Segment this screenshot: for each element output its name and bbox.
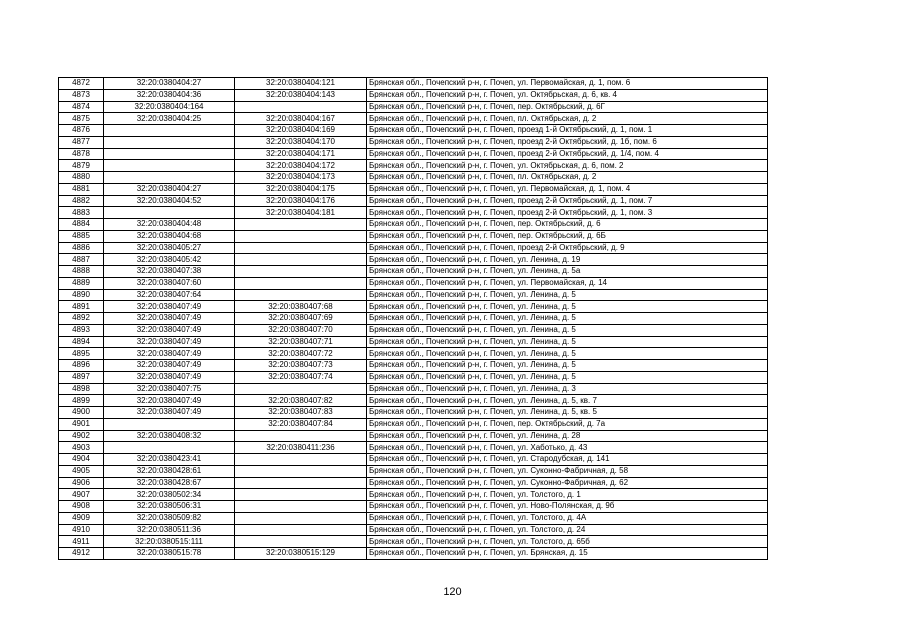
row-number-cell: 4899 <box>59 395 104 407</box>
table-row <box>59 512 768 524</box>
cadastral-number-cell: 32:20:0380405:42 <box>104 254 235 266</box>
object-cadastral-number-cell <box>235 430 367 442</box>
address-cell: Брянская обл., Почепский р-н, г. Почеп, ул. Суконно-Фабричная, д. 62 <box>367 477 768 489</box>
address-cell: Брянская обл., Почепский р-н, г. Почеп, ул. Ленина, д. 5, кв. 7 <box>367 395 768 407</box>
cadastral-number-cell: 32:20:0380428:61 <box>104 465 235 477</box>
object-cadastral-number-cell: 32:20:0380404:181 <box>235 207 367 219</box>
table-row <box>59 136 768 148</box>
row-number-cell: 4901 <box>59 418 104 430</box>
address-cell: Брянская обл., Почепский р-н, г. Почеп, проезд 2-й Октябрьский, д. 9 <box>367 242 768 254</box>
object-cadastral-number-cell <box>235 242 367 254</box>
row-number-cell: 4889 <box>59 277 104 289</box>
address-cell: Брянская обл., Почепский р-н, г. Почеп, ул. Ленина, д. 28 <box>367 430 768 442</box>
row-number-cell: 4885 <box>59 230 104 242</box>
cadastral-number-cell: 32:20:0380423:41 <box>104 454 235 466</box>
cadastral-number-cell: 32:20:0380407:75 <box>104 383 235 395</box>
object-cadastral-number-cell: 32:20:0380407:72 <box>235 348 367 360</box>
row-number-cell: 4906 <box>59 477 104 489</box>
object-cadastral-number-cell: 32:20:0380404:170 <box>235 136 367 148</box>
table-row <box>59 289 768 301</box>
cadastral-number-cell: 32:20:0380404:52 <box>104 195 235 207</box>
object-cadastral-number-cell <box>235 512 367 524</box>
object-cadastral-number-cell <box>235 383 367 395</box>
object-cadastral-number-cell: 32:20:0380515:129 <box>235 548 367 560</box>
address-cell: Брянская обл., Почепский р-н, г. Почеп, пл. Октябрьская, д. 2 <box>367 113 768 125</box>
object-cadastral-number-cell: 32:20:0380407:74 <box>235 371 367 383</box>
table-row <box>59 277 768 289</box>
cadastral-number-cell: 32:20:0380515:78 <box>104 548 235 560</box>
address-cell: Брянская обл., Почепский р-н, г. Почеп, пер. Октябрьский, д. 6 <box>367 219 768 231</box>
cadastral-number-cell: 32:20:0380511:36 <box>104 524 235 536</box>
table-row <box>59 195 768 207</box>
table-row <box>59 230 768 242</box>
row-number-cell: 4872 <box>59 78 104 90</box>
table-row <box>59 324 768 336</box>
cadastral-number-cell: 32:20:0380407:49 <box>104 348 235 360</box>
cadastral-number-cell: 32:20:0380502:34 <box>104 489 235 501</box>
table-row <box>59 172 768 184</box>
table-row <box>59 442 768 454</box>
address-cell: Брянская обл., Почепский р-н, г. Почеп, ул. Ленина, д. 5 <box>367 371 768 383</box>
object-cadastral-number-cell: 32:20:0380404:176 <box>235 195 367 207</box>
object-cadastral-number-cell: 32:20:0380404:172 <box>235 160 367 172</box>
address-cell: Брянская обл., Почепский р-н, г. Почеп, проезд 2-й Октябрьский, д. 1, пом. 3 <box>367 207 768 219</box>
object-cadastral-number-cell: 32:20:0380407:83 <box>235 407 367 419</box>
cadastral-number-cell: 32:20:0380509:82 <box>104 512 235 524</box>
address-cell: Брянская обл., Почепский р-н, г. Почеп, проезд 2-й Октябрьский, д. 1, пом. 7 <box>367 195 768 207</box>
table-row <box>59 477 768 489</box>
object-cadastral-number-cell <box>235 230 367 242</box>
table-row <box>59 113 768 125</box>
object-cadastral-number-cell: 32:20:0380404:143 <box>235 89 367 101</box>
row-number-cell: 4882 <box>59 195 104 207</box>
row-number-cell: 4886 <box>59 242 104 254</box>
row-number-cell: 4880 <box>59 172 104 184</box>
row-number-cell: 4895 <box>59 348 104 360</box>
row-number-cell: 4908 <box>59 501 104 513</box>
cadastral-number-cell: 32:20:0380404:164 <box>104 101 235 113</box>
object-cadastral-number-cell: 32:20:0380407:68 <box>235 301 367 313</box>
property-register-table <box>58 77 768 560</box>
cadastral-number-cell: 32:20:0380428:67 <box>104 477 235 489</box>
address-cell: Брянская обл., Почепский р-н, г. Почеп, ул. Октябрьская, д. 6, пом. 2 <box>367 160 768 172</box>
table-row <box>59 219 768 231</box>
cadastral-number-cell <box>104 207 235 219</box>
row-number-cell: 4903 <box>59 442 104 454</box>
row-number-cell: 4873 <box>59 89 104 101</box>
row-number-cell: 4878 <box>59 148 104 160</box>
object-cadastral-number-cell: 32:20:0380407:73 <box>235 360 367 372</box>
table-row <box>59 207 768 219</box>
row-number-cell: 4884 <box>59 219 104 231</box>
address-cell: Брянская обл., Почепский р-н, г. Почеп, ул. Брянская, д. 15 <box>367 548 768 560</box>
cadastral-number-cell: 32:20:0380404:27 <box>104 78 235 90</box>
address-cell: Брянская обл., Почепский р-н, г. Почеп, ул. Ленина, д. 5 <box>367 360 768 372</box>
address-cell: Брянская обл., Почепский р-н, г. Почеп, пер. Октябрьский, д. 6Г <box>367 101 768 113</box>
row-number-cell: 4892 <box>59 313 104 325</box>
object-cadastral-number-cell: 32:20:0380407:84 <box>235 418 367 430</box>
cadastral-number-cell: 32:20:0380506:31 <box>104 501 235 513</box>
cadastral-number-cell: 32:20:0380407:49 <box>104 395 235 407</box>
row-number-cell: 4900 <box>59 407 104 419</box>
row-number-cell: 4877 <box>59 136 104 148</box>
address-cell: Брянская обл., Почепский р-н, г. Почеп, ул. Стародубская, д. 141 <box>367 454 768 466</box>
object-cadastral-number-cell <box>235 489 367 501</box>
table-row <box>59 407 768 419</box>
row-number-cell: 4905 <box>59 465 104 477</box>
address-cell: Брянская обл., Почепский р-н, г. Почеп, ул. Первомайская, д. 1, пом. 6 <box>367 78 768 90</box>
row-number-cell: 4909 <box>59 512 104 524</box>
cadastral-number-cell <box>104 418 235 430</box>
object-cadastral-number-cell: 32:20:0380407:69 <box>235 313 367 325</box>
cadastral-number-cell: 32:20:0380407:49 <box>104 313 235 325</box>
row-number-cell: 4874 <box>59 101 104 113</box>
table-row <box>59 430 768 442</box>
row-number-cell: 4910 <box>59 524 104 536</box>
cadastral-number-cell: 32:20:0380407:49 <box>104 407 235 419</box>
table-row <box>59 160 768 172</box>
address-cell: Брянская обл., Почепский р-н, г. Почеп, ул. Первомайская, д. 1, пом. 4 <box>367 183 768 195</box>
object-cadastral-number-cell: 32:20:0380411:236 <box>235 442 367 454</box>
table-row <box>59 125 768 137</box>
object-cadastral-number-cell <box>235 289 367 301</box>
address-cell: Брянская обл., Почепский р-н, г. Почеп, ул. Первомайская, д. 14 <box>367 277 768 289</box>
address-cell: Брянская обл., Почепский р-н, г. Почеп, проезд 2-й Октябрьский, д. 1б, пом. 6 <box>367 136 768 148</box>
cadastral-number-cell: 32:20:0380404:27 <box>104 183 235 195</box>
address-cell: Брянская обл., Почепский р-н, г. Почеп, ул. Ленина, д. 19 <box>367 254 768 266</box>
table-row <box>59 548 768 560</box>
table-row <box>59 524 768 536</box>
cadastral-number-cell: 32:20:0380407:64 <box>104 289 235 301</box>
address-cell: Брянская обл., Почепский р-н, г. Почеп, ул. Ленина, д. 3 <box>367 383 768 395</box>
address-cell: Брянская обл., Почепский р-н, г. Почеп, ул. Ленина, д. 5 <box>367 313 768 325</box>
object-cadastral-number-cell <box>235 501 367 513</box>
table-row <box>59 313 768 325</box>
cadastral-number-cell <box>104 136 235 148</box>
address-cell: Брянская обл., Почепский р-н, г. Почеп, проезд 1-й Октябрьский, д. 1, пом. 1 <box>367 125 768 137</box>
address-cell: Брянская обл., Почепский р-н, г. Почеп, ул. Ленина, д. 5 <box>367 324 768 336</box>
object-cadastral-number-cell: 32:20:0380407:71 <box>235 336 367 348</box>
cadastral-number-cell: 32:20:0380407:49 <box>104 336 235 348</box>
object-cadastral-number-cell <box>235 536 367 548</box>
cadastral-number-cell <box>104 125 235 137</box>
table-row <box>59 348 768 360</box>
table-row <box>59 89 768 101</box>
table-row <box>59 454 768 466</box>
row-number-cell: 4891 <box>59 301 104 313</box>
cadastral-number-cell: 32:20:0380404:68 <box>104 230 235 242</box>
row-number-cell: 4907 <box>59 489 104 501</box>
table-row <box>59 383 768 395</box>
address-cell: Брянская обл., Почепский р-н, г. Почеп, пер. Октябрьский, д. 6Б <box>367 230 768 242</box>
object-cadastral-number-cell: 32:20:0380404:167 <box>235 113 367 125</box>
row-number-cell: 4897 <box>59 371 104 383</box>
row-number-cell: 4896 <box>59 360 104 372</box>
row-number-cell: 4904 <box>59 454 104 466</box>
address-cell: Брянская обл., Почепский р-н, г. Почеп, ул. Ленина, д. 5 <box>367 301 768 313</box>
table-row <box>59 242 768 254</box>
row-number-cell: 4876 <box>59 125 104 137</box>
row-number-cell: 4894 <box>59 336 104 348</box>
cadastral-number-cell: 32:20:0380405:27 <box>104 242 235 254</box>
row-number-cell: 4912 <box>59 548 104 560</box>
cadastral-number-cell <box>104 172 235 184</box>
address-cell: Брянская обл., Почепский р-н, г. Почеп, ул. Ленина, д. 5 <box>367 348 768 360</box>
table-row <box>59 465 768 477</box>
table-row <box>59 395 768 407</box>
object-cadastral-number-cell <box>235 266 367 278</box>
cadastral-number-cell: 32:20:0380404:48 <box>104 219 235 231</box>
table-row <box>59 360 768 372</box>
address-cell: Брянская обл., Почепский р-н, г. Почеп, ул. Ново-Полянская, д. 9б <box>367 501 768 513</box>
table-row <box>59 101 768 113</box>
row-number-cell: 4902 <box>59 430 104 442</box>
cadastral-number-cell: 32:20:0380407:49 <box>104 360 235 372</box>
object-cadastral-number-cell: 32:20:0380404:169 <box>235 125 367 137</box>
object-cadastral-number-cell <box>235 524 367 536</box>
row-number-cell: 4888 <box>59 266 104 278</box>
address-cell: Брянская обл., Почепский р-н, г. Почеп, ул. Ленина, д. 5 <box>367 336 768 348</box>
cadastral-number-cell: 32:20:0380407:38 <box>104 266 235 278</box>
object-cadastral-number-cell: 32:20:0380407:82 <box>235 395 367 407</box>
row-number-cell: 4898 <box>59 383 104 395</box>
address-cell: Брянская обл., Почепский р-н, г. Почеп, ул. Толстого, д. 65б <box>367 536 768 548</box>
object-cadastral-number-cell <box>235 477 367 489</box>
cadastral-number-cell: 32:20:0380407:49 <box>104 324 235 336</box>
address-cell: Брянская обл., Почепский р-н, г. Почеп, пл. Октябрьская, д. 2 <box>367 172 768 184</box>
table-row <box>59 78 768 90</box>
address-cell: Брянская обл., Почепский р-н, г. Почеп, ул. Октябрьская, д. 6, кв. 4 <box>367 89 768 101</box>
cadastral-number-cell: 32:20:0380408:32 <box>104 430 235 442</box>
cadastral-number-cell: 32:20:0380404:36 <box>104 89 235 101</box>
object-cadastral-number-cell <box>235 465 367 477</box>
row-number-cell: 4890 <box>59 289 104 301</box>
address-cell: Брянская обл., Почепский р-н, г. Почеп, ул. Толстого, д. 4А <box>367 512 768 524</box>
address-cell: Брянская обл., Почепский р-н, г. Почеп, ул. Хаботько, д. 43 <box>367 442 768 454</box>
row-number-cell: 4875 <box>59 113 104 125</box>
table-row <box>59 254 768 266</box>
object-cadastral-number-cell <box>235 277 367 289</box>
cadastral-number-cell: 32:20:0380407:60 <box>104 277 235 289</box>
table-row <box>59 301 768 313</box>
address-cell: Брянская обл., Почепский р-н, г. Почеп, пер. Октябрьский, д. 7а <box>367 418 768 430</box>
table-row <box>59 266 768 278</box>
object-cadastral-number-cell <box>235 101 367 113</box>
row-number-cell: 4881 <box>59 183 104 195</box>
address-cell: Брянская обл., Почепский р-н, г. Почеп, проезд 2-й Октябрьский, д. 1/4, пом. 4 <box>367 148 768 160</box>
table-row <box>59 336 768 348</box>
address-cell: Брянская обл., Почепский р-н, г. Почеп, ул. Ленина, д. 5а <box>367 266 768 278</box>
address-cell: Брянская обл., Почепский р-н, г. Почеп, ул. Толстого, д. 24 <box>367 524 768 536</box>
table-row <box>59 371 768 383</box>
cadastral-number-cell: 32:20:0380407:49 <box>104 301 235 313</box>
row-number-cell: 4879 <box>59 160 104 172</box>
object-cadastral-number-cell: 32:20:0380404:171 <box>235 148 367 160</box>
row-number-cell: 4883 <box>59 207 104 219</box>
table-row <box>59 536 768 548</box>
object-cadastral-number-cell <box>235 454 367 466</box>
object-cadastral-number-cell: 32:20:0380404:175 <box>235 183 367 195</box>
page-number: 120 <box>443 586 462 598</box>
table-row <box>59 183 768 195</box>
object-cadastral-number-cell <box>235 219 367 231</box>
cadastral-number-cell <box>104 160 235 172</box>
address-cell: Брянская обл., Почепский р-н, г. Почеп, ул. Ленина, д. 5, кв. 5 <box>367 407 768 419</box>
table-row <box>59 489 768 501</box>
cadastral-number-cell <box>104 148 235 160</box>
row-number-cell: 4911 <box>59 536 104 548</box>
table-row <box>59 148 768 160</box>
object-cadastral-number-cell: 32:20:0380404:173 <box>235 172 367 184</box>
address-cell: Брянская обл., Почепский р-н, г. Почеп, ул. Толстого, д. 1 <box>367 489 768 501</box>
address-cell: Брянская обл., Почепский р-н, г. Почеп, ул. Суконно-Фабричная, д. 58 <box>367 465 768 477</box>
table-row <box>59 418 768 430</box>
cadastral-number-cell: 32:20:0380407:49 <box>104 371 235 383</box>
object-cadastral-number-cell: 32:20:0380407:70 <box>235 324 367 336</box>
address-cell: Брянская обл., Почепский р-н, г. Почеп, ул. Ленина, д. 5 <box>367 289 768 301</box>
row-number-cell: 4887 <box>59 254 104 266</box>
object-cadastral-number-cell: 32:20:0380404:121 <box>235 78 367 90</box>
table-row <box>59 501 768 513</box>
register-table-body <box>59 78 768 560</box>
row-number-cell: 4893 <box>59 324 104 336</box>
cadastral-number-cell: 32:20:0380404:25 <box>104 113 235 125</box>
cadastral-number-cell: 32:20:0380515:111 <box>104 536 235 548</box>
cadastral-number-cell <box>104 442 235 454</box>
object-cadastral-number-cell <box>235 254 367 266</box>
